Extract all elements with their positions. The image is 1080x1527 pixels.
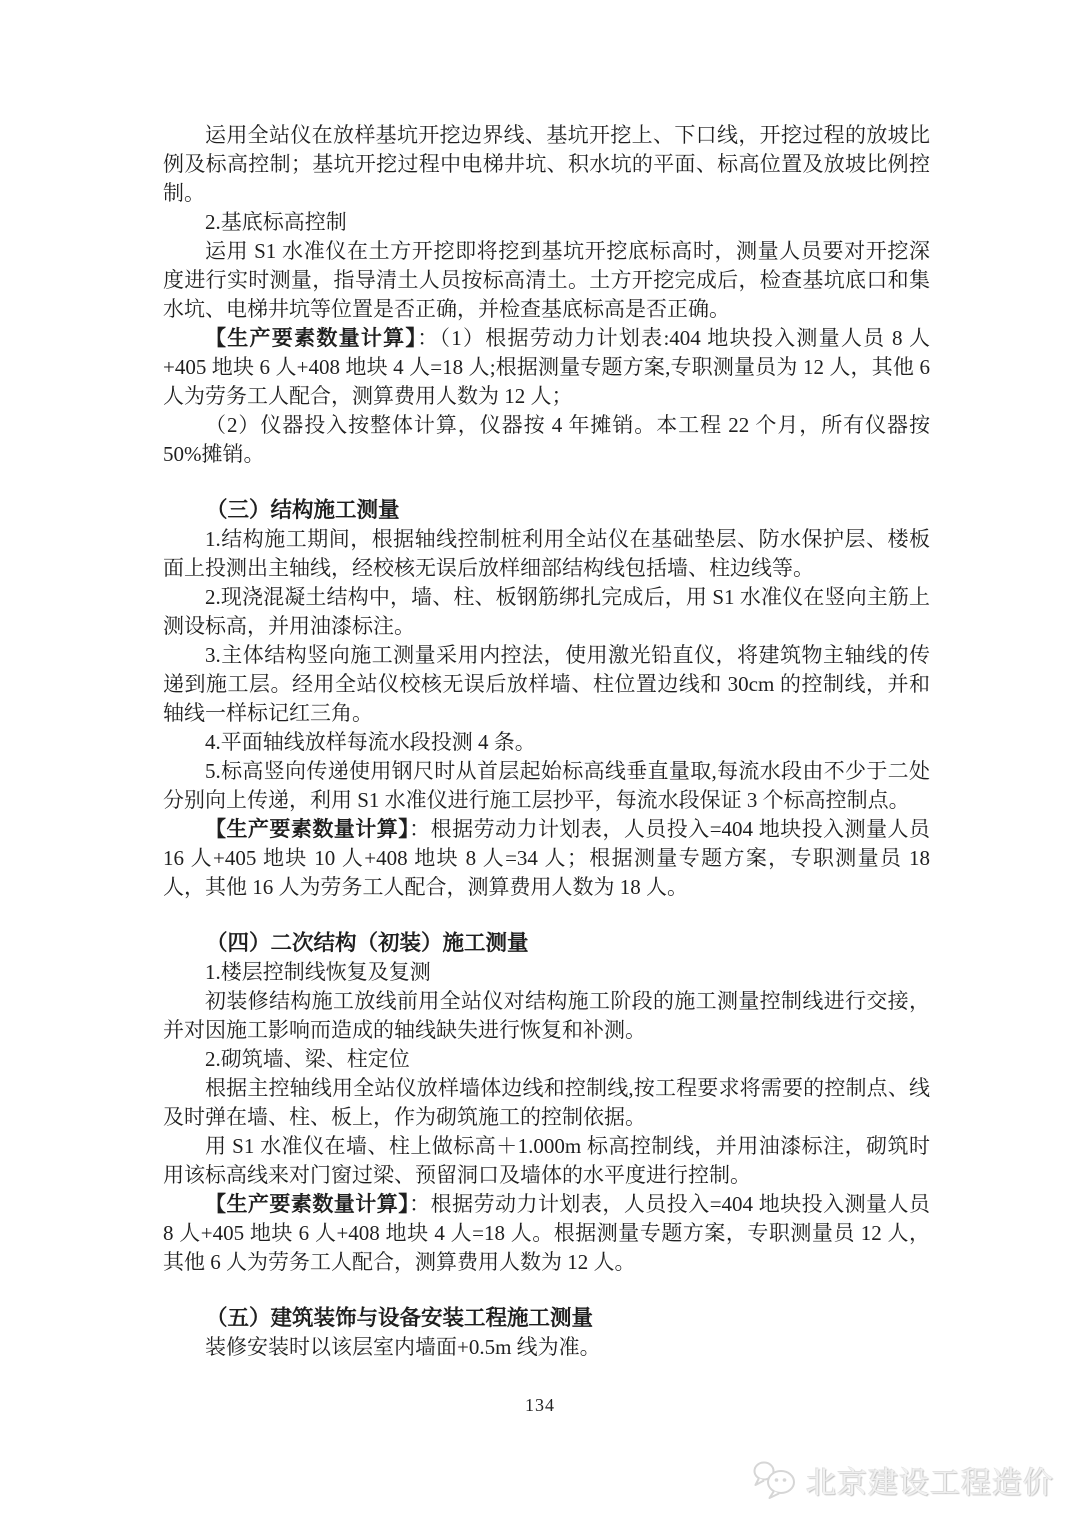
paragraph: 2.现浇混凝土结构中，墙、柱、板钢筋绑扎完成后，用 S1 水准仪在竖向主筋上测设标高，并用油漆标注。	[163, 585, 930, 638]
paragraph: 4.平面轴线放样每流水段投测 4 条。	[205, 730, 536, 754]
section-heading-3: （三）结构施工测量	[206, 498, 400, 522]
calc-paragraph	[163, 815, 930, 902]
paragraph: 运用 S1 水准仪在土方开挖即将挖到基坑开挖底标高时，测量人员要对开挖深度进行实时测量，指导清土人员按标高清土。土方开挖完成后，检查基坑底口和集水坑、电梯井坑等位置是否正确，并检查基底标高是否正确。	[163, 239, 930, 321]
paragraph: 1.楼层控制线恢复及复测	[205, 960, 431, 984]
paragraph: 3.主体结构竖向施工测量采用内控法，使用激光铅直仪，将建筑物主轴线的传递到施工层。经用全站仪校核无误后放样墙、柱位置边线和 30cm 的控制线，并和轴线一样标记红三角。	[163, 643, 930, 725]
paragraph: 用 S1 水准仪在墙、柱上做标高＋1.000m 标高控制线，并用油漆标注，砌筑时用该标高线来对门窗过梁、预留洞口及墙体的水平度进行控制。	[163, 1134, 930, 1187]
paragraph: （2）仪器投入按整体计算，仪器按 4 年摊销。本工程 22 个月，所有仪器按 50%摊销。	[163, 413, 930, 466]
paragraph: 根据主控轴线用全站仪放样墙体边线和控制线,按工程要求将需要的控制点、线及时弹在墙、柱、板上，作为砌筑施工的控制依据。	[163, 1076, 930, 1129]
calc-label: 【生产要素数量计算】	[205, 817, 410, 841]
paragraph: 装修安装时以该层室内墙面+0.5m 线为准。	[205, 1335, 601, 1359]
page-content	[163, 121, 930, 1362]
calc-paragraph	[163, 1190, 930, 1277]
calc-text: ：根据劳动力计划表，人员投入=404 地块投入测量人员 16 人+405 地块 10 人+408 地块 8 人=34 人；根据测量专题方案，专职测量员 18 人，其他 16 人为劳务工人配合，测算费用人数为 18 人。	[163, 817, 931, 899]
watermark	[751, 1458, 1054, 1502]
calc-paragraph	[163, 324, 930, 411]
paragraph: 1.结构施工期间，根据轴线控制桩利用全站仪在基础垫层、防水保护层、楼板面上投测出主轴线，经校核无误后放样细部结构线包括墙、柱边线等。	[163, 527, 930, 580]
calc-label: 【生产要素数量计算】	[205, 1192, 410, 1216]
calc-label: 【生产要素数量计算】	[205, 326, 418, 350]
section-heading-5: （五）建筑装饰与设备安装工程施工测量	[206, 1306, 594, 1330]
calc-text: ：（1）根据劳动力计划表:404 地块投入测量人员 8 人+405 地块 6 人+408 地块 4 人=18 人;根据测量专题方案,专职测量员为 12 人，其他 6 人为劳务工人配合，测算费用人数为 12 人；	[163, 326, 930, 408]
page-number: 134	[525, 1395, 555, 1415]
wechat-chat-bubbles-icon	[751, 1458, 801, 1502]
paragraph: 2.砌筑墙、梁、柱定位	[205, 1047, 410, 1071]
section-heading-4: （四）二次结构（初装）施工测量	[206, 931, 529, 955]
paragraph: 初装修结构施工放线前用全站仪对结构施工阶段的施工测量控制线进行交接，并对因施工影响而造成的轴线缺失进行恢复和补测。	[163, 989, 930, 1042]
calc-text: ：根据劳动力计划表，人员投入=404 地块投入测量人员 8 人+405 地块 6 人+408 地块 4 人=18 人。根据测量专题方案，专职测量员 12 人，其他 6 人为劳务工人配合，测算费用人数为 12 人。	[163, 1192, 931, 1274]
paragraph: 5.标高竖向传递使用钢尺时从首层起始标高线垂直量取,每流水段由不少于二处分别向上传递，利用 S1 水准仪进行施工层抄平，每流水段保证 3 个标高控制点。	[163, 759, 930, 812]
paragraph: 运用全站仪在放样基坑开挖边界线、基坑开挖上、下口线，开挖过程的放坡比例及标高控制；基坑开挖过程中电梯井坑、积水坑的平面、标高位置及放坡比例控制。	[163, 123, 930, 205]
watermark-text: 北京建设工程造价	[806, 1467, 1054, 1500]
paragraph: 2.基底标高控制	[205, 210, 347, 234]
